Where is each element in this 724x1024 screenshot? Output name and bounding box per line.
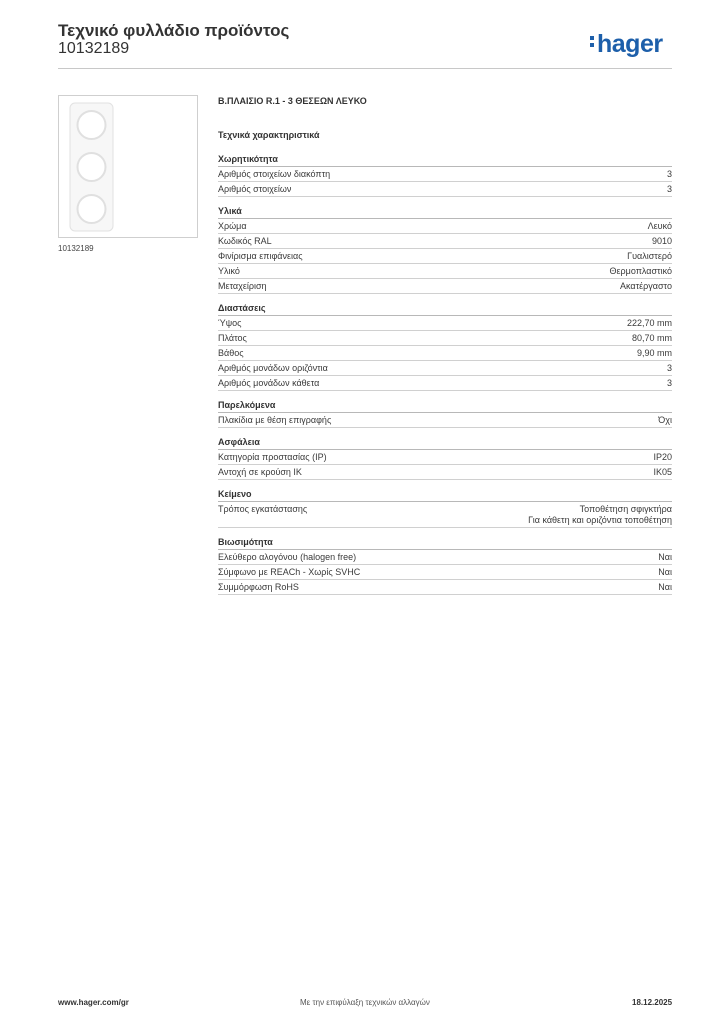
- spec-label: Τρόπος εγκατάστασης: [218, 504, 308, 514]
- spec-row: [218, 249, 672, 264]
- spec-value: 80,70 mm: [631, 333, 672, 343]
- spec-value: Ναι: [658, 567, 672, 577]
- hager-logo: [590, 30, 663, 59]
- spec-row: [218, 219, 672, 234]
- spec-row: [218, 361, 672, 376]
- spec-value: 222,70 mm: [626, 318, 672, 328]
- spec-value: Όχι: [658, 415, 672, 425]
- spec-row: [218, 182, 672, 197]
- product-image-caption: 10132189: [58, 244, 94, 253]
- spec-sections: [218, 154, 672, 595]
- spec-label: Κωδικός RAL: [218, 236, 272, 246]
- logo-text: hager: [597, 30, 663, 58]
- spec-value: IP20: [653, 452, 672, 462]
- spec-row: [218, 346, 672, 361]
- spec-sheet: [218, 96, 672, 604]
- spec-value: Λευκό: [647, 221, 672, 231]
- spec-section: [218, 489, 672, 528]
- spec-value: Τοποθέτηση σφιγκτήρα Για κάθετη και οριζόντια τοποθέτηση: [528, 504, 672, 525]
- spec-value: 3: [666, 169, 672, 179]
- footer-website: www.hager.com/gr: [58, 998, 129, 1007]
- frame-product-image: [69, 102, 114, 232]
- spec-row: [218, 264, 672, 279]
- spec-section: [218, 303, 672, 391]
- product-image-box: [58, 95, 198, 238]
- spec-value: 3: [666, 378, 672, 388]
- spec-label: Βάθος: [218, 348, 244, 358]
- spec-section: [218, 154, 672, 197]
- spec-label: Φινίρισμα επιφάνειας: [218, 251, 303, 261]
- product-name: Β.ΠΛΑΙΣΙΟ R.1 - 3 ΘΕΣΕΩΝ ΛΕΥΚΟ: [218, 96, 367, 106]
- spec-label: Συμμόρφωση RoHS: [218, 582, 299, 592]
- spec-label: Αριθμός στοιχείων διακόπτη: [218, 169, 331, 179]
- spec-value: 3: [666, 363, 672, 373]
- spec-value: Ναι: [658, 552, 672, 562]
- spec-row: [218, 167, 672, 182]
- section-title: Διαστάσεις: [218, 303, 672, 316]
- spec-row: [218, 580, 672, 595]
- spec-row: [218, 565, 672, 580]
- section-title: Βιωσιμότητα: [218, 537, 672, 550]
- product-code-heading: 10132189: [58, 40, 130, 57]
- spec-label: Υλικό: [218, 266, 240, 276]
- spec-label: Αριθμός μονάδων κάθετα: [218, 378, 320, 388]
- spec-section: [218, 400, 672, 428]
- section-title: Κείμενο: [218, 489, 672, 502]
- spec-section: [218, 537, 672, 595]
- header-divider: [58, 68, 672, 69]
- spec-label: Μεταχείριση: [218, 281, 267, 291]
- spec-row: [218, 502, 672, 528]
- spec-value: Ακατέργαστο: [620, 281, 672, 291]
- spec-row: [218, 316, 672, 331]
- spec-section: [218, 206, 672, 294]
- footer-date: 18.12.2025: [632, 998, 673, 1007]
- logo-dots-icon: [590, 30, 595, 50]
- spec-label: Αντοχή σε κρούση IK: [218, 467, 302, 477]
- spec-row: [218, 413, 672, 428]
- footer-note: Με την επιφύλαξη τεχνικών αλλαγών: [300, 998, 430, 1007]
- spec-value: IK05: [653, 467, 672, 477]
- spec-label: Κατηγορία προστασίας (IP): [218, 452, 327, 462]
- section-title: Χωρητικότητα: [218, 154, 672, 167]
- spec-value: Γυαλιστερό: [627, 251, 672, 261]
- spec-row: [218, 376, 672, 391]
- spec-label: Πλακίδια με θέση επιγραφής: [218, 415, 332, 425]
- spec-row: [218, 234, 672, 249]
- spec-value: 9010: [651, 236, 672, 246]
- spec-title: Τεχνικά χαρακτηριστικά: [218, 130, 320, 140]
- spec-label: Αριθμός στοιχείων: [218, 184, 292, 194]
- spec-label: Πλάτος: [218, 333, 247, 343]
- spec-label: Σύμφωνο με REACh - Χωρίς SVHC: [218, 567, 361, 577]
- spec-value: Ναι: [658, 582, 672, 592]
- section-title: Ασφάλεια: [218, 437, 672, 450]
- spec-row: [218, 331, 672, 346]
- spec-value: Θερμοπλαστικό: [609, 266, 672, 276]
- spec-label: Αριθμός μονάδων οριζόντια: [218, 363, 328, 373]
- spec-section: [218, 437, 672, 480]
- page-title: Τεχνικό φυλλάδιο προϊόντος: [58, 21, 290, 40]
- section-title: Υλικά: [218, 206, 672, 219]
- spec-label: Χρώμα: [218, 221, 247, 231]
- spec-row: [218, 550, 672, 565]
- spec-value: 9,90 mm: [636, 348, 672, 358]
- spec-row: [218, 279, 672, 294]
- section-title: Παρελκόμενα: [218, 400, 672, 413]
- spec-row: [218, 465, 672, 480]
- spec-label: Ελεύθερο αλογόνου (halogen free): [218, 552, 357, 562]
- spec-value: 3: [666, 184, 672, 194]
- spec-row: [218, 450, 672, 465]
- spec-label: Ύψος: [218, 318, 242, 328]
